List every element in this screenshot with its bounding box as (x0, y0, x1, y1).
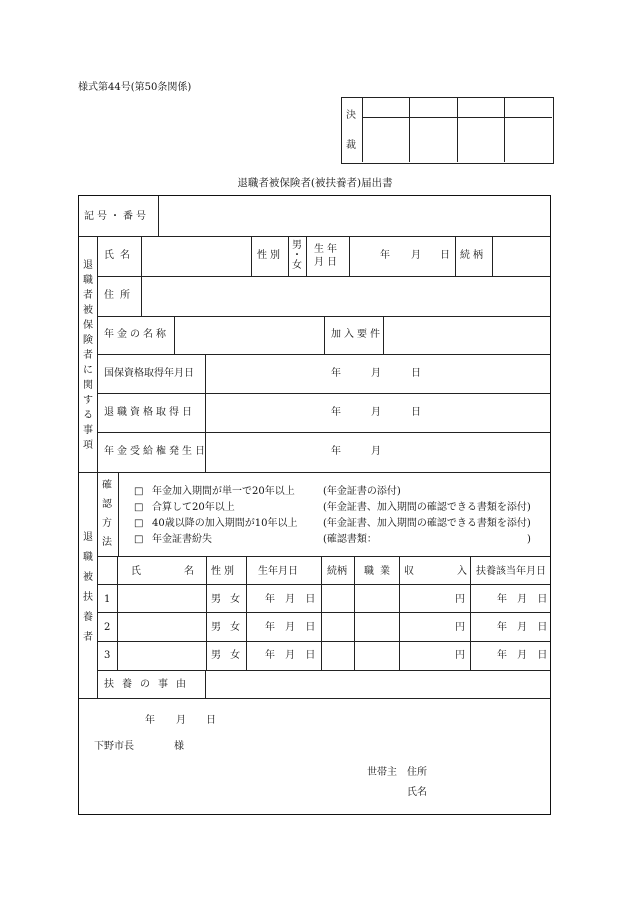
retiree-relation-field[interactable] (494, 238, 548, 274)
pension-name-field[interactable] (176, 318, 322, 352)
confirm-docs-field[interactable] (378, 533, 524, 547)
dep-row-3-birth: 年 月 日 (265, 650, 316, 661)
retiree-birth-month: 月 (411, 250, 421, 261)
col-name-1: 氏 (131, 566, 141, 577)
reason-label: 扶養の事由 (104, 679, 194, 690)
dep-row-2-no: 2 (104, 622, 111, 633)
dep-row-3-relation-field[interactable] (323, 643, 352, 668)
dep-row-2-sex[interactable]: 男 女 (211, 622, 241, 633)
retiree-sex-female[interactable]: 女 (292, 260, 302, 271)
dep-row-3-date: 年 月 日 (497, 650, 548, 661)
footer-date-month: 月 (176, 715, 186, 726)
option-3-checkbox[interactable]: □ (134, 518, 144, 529)
option-1-checkbox[interactable]: □ (134, 486, 144, 497)
confirm-method-label: 確認方法 (102, 480, 112, 548)
dependent-side-label: 退職被扶養者 (83, 532, 93, 643)
retiree-birth-label-1: 生年 (314, 244, 340, 255)
footer-date-year: 年 (145, 715, 155, 726)
dep-row-1-name-field[interactable] (119, 586, 204, 610)
dep-row-2-yen: 円 (455, 622, 465, 633)
option-2-note: (年金証書、加入期間の確認できる書類を添付) (323, 502, 531, 513)
retire-day: 日 (411, 407, 421, 418)
dep-row-2-relation-field[interactable] (323, 614, 352, 640)
enroll-req-label: 加入要件 (331, 329, 383, 340)
householder-address-field[interactable] (432, 764, 546, 780)
col-income-1: 収 (404, 566, 414, 577)
form-number: 様式第44号(第50条関係) (78, 82, 192, 93)
footer-date-day: 日 (206, 715, 216, 726)
retire-year: 年 (331, 407, 341, 418)
dep-row-1-relation-field[interactable] (323, 586, 352, 610)
dep-row-3-no: 3 (104, 650, 111, 661)
col-dependent-date: 扶養該当年月日 (476, 566, 546, 577)
kigou-bangou-label: 記号・番号 (84, 211, 149, 222)
option-1-text: 年金加入期間が単一で20年以上 (152, 486, 295, 497)
pension-right-label: 年金受給権発生日 (104, 446, 208, 457)
dep-row-3-yen: 円 (455, 650, 465, 661)
retiree-side-label: 退職者被保険者に関する事項 (83, 260, 93, 451)
col-name-2: 名 (184, 566, 194, 577)
recipient: 下野市長 (94, 741, 134, 752)
kokuho-day: 日 (411, 368, 421, 379)
option-4-close-paren: ) (527, 534, 531, 545)
option-2-checkbox[interactable]: □ (134, 502, 144, 513)
pension-name-label: 年金の名称 (104, 329, 169, 340)
dep-row-2-job-field[interactable] (356, 614, 397, 640)
option-2-text: 合算して20年以上 (152, 502, 235, 513)
householder-name-field[interactable] (432, 784, 546, 800)
dep-row-1-date: 年 月 日 (497, 594, 548, 605)
dep-row-2-date: 年 月 日 (497, 622, 548, 633)
approval-stamp-field-1[interactable] (363, 118, 408, 161)
kigou-bangou-field[interactable] (160, 198, 548, 234)
dep-row-2-name-field[interactable] (119, 614, 204, 640)
col-income-2: 入 (457, 566, 467, 577)
householder-address-label: 住所 (407, 767, 427, 778)
enroll-req-field[interactable] (385, 318, 548, 352)
col-relation: 続柄 (327, 566, 347, 577)
approval-stamp-field-4[interactable] (505, 118, 551, 161)
dep-row-1-birth: 年 月 日 (265, 594, 316, 605)
retiree-sex-label: 性別 (257, 250, 283, 261)
page-title: 退職者被保険者(被扶養者)届出書 (237, 177, 393, 189)
option-3-note: (年金証書、加入期間の確認できる書類を添付) (323, 518, 531, 529)
option-4-checkbox[interactable]: □ (134, 534, 144, 545)
col-sex: 性別 (211, 566, 237, 577)
dep-row-1-yen: 円 (455, 594, 465, 605)
kokuho-date-label: 国保資格取得年月日 (104, 368, 194, 379)
option-4-text: 年金証書紛失 (152, 534, 212, 545)
dep-row-1-no: 1 (104, 594, 111, 605)
approval-stamp-field-3[interactable] (458, 118, 503, 161)
retire-date-label: 退職資格取得日 (104, 407, 195, 418)
retiree-name-label: 氏名 (104, 250, 136, 261)
option-4-note: (確認書類： (323, 534, 377, 545)
householder-label: 世帯主 (367, 767, 397, 778)
option-1-note: (年金証書の添付) (323, 486, 401, 497)
retiree-name-field[interactable] (143, 238, 249, 274)
dep-row-1-sex[interactable]: 男 女 (211, 594, 241, 605)
col-birth: 生年月日 (258, 566, 298, 577)
retiree-address-label: 住所 (104, 290, 136, 301)
dep-row-3-job-field[interactable] (356, 643, 397, 668)
pension-right-month: 月 (371, 446, 381, 457)
retire-month: 月 (371, 407, 381, 418)
dep-row-3-sex[interactable]: 男 女 (211, 650, 241, 661)
retiree-sex-dot: ・ (292, 250, 302, 261)
pension-right-year: 年 (331, 446, 341, 457)
householder-name-label: 氏名 (407, 787, 427, 798)
retiree-address-field[interactable] (143, 278, 548, 314)
dep-row-1-job-field[interactable] (356, 586, 397, 610)
recipient-honorific: 様 (174, 741, 184, 752)
col-job: 職業 (364, 566, 396, 577)
reason-field[interactable] (207, 672, 548, 696)
dep-row-2-birth: 年 月 日 (265, 622, 316, 633)
kokuho-month: 月 (371, 368, 381, 379)
retiree-relation-label: 続柄 (460, 250, 486, 261)
dep-row-3-name-field[interactable] (119, 643, 204, 668)
retiree-sex-male[interactable]: 男 (292, 240, 302, 251)
retiree-birth-year: 年 (380, 250, 390, 261)
retiree-birth-label-2: 月日 (314, 257, 340, 268)
approval-label-2: 裁 (346, 140, 356, 151)
approval-label-1: 決 (346, 110, 356, 121)
approval-stamp-field-2[interactable] (410, 118, 456, 161)
option-3-text: 40歳以降の加入期間が10年以上 (152, 518, 298, 529)
kokuho-year: 年 (331, 368, 341, 379)
retiree-birth-day: 日 (440, 250, 450, 261)
